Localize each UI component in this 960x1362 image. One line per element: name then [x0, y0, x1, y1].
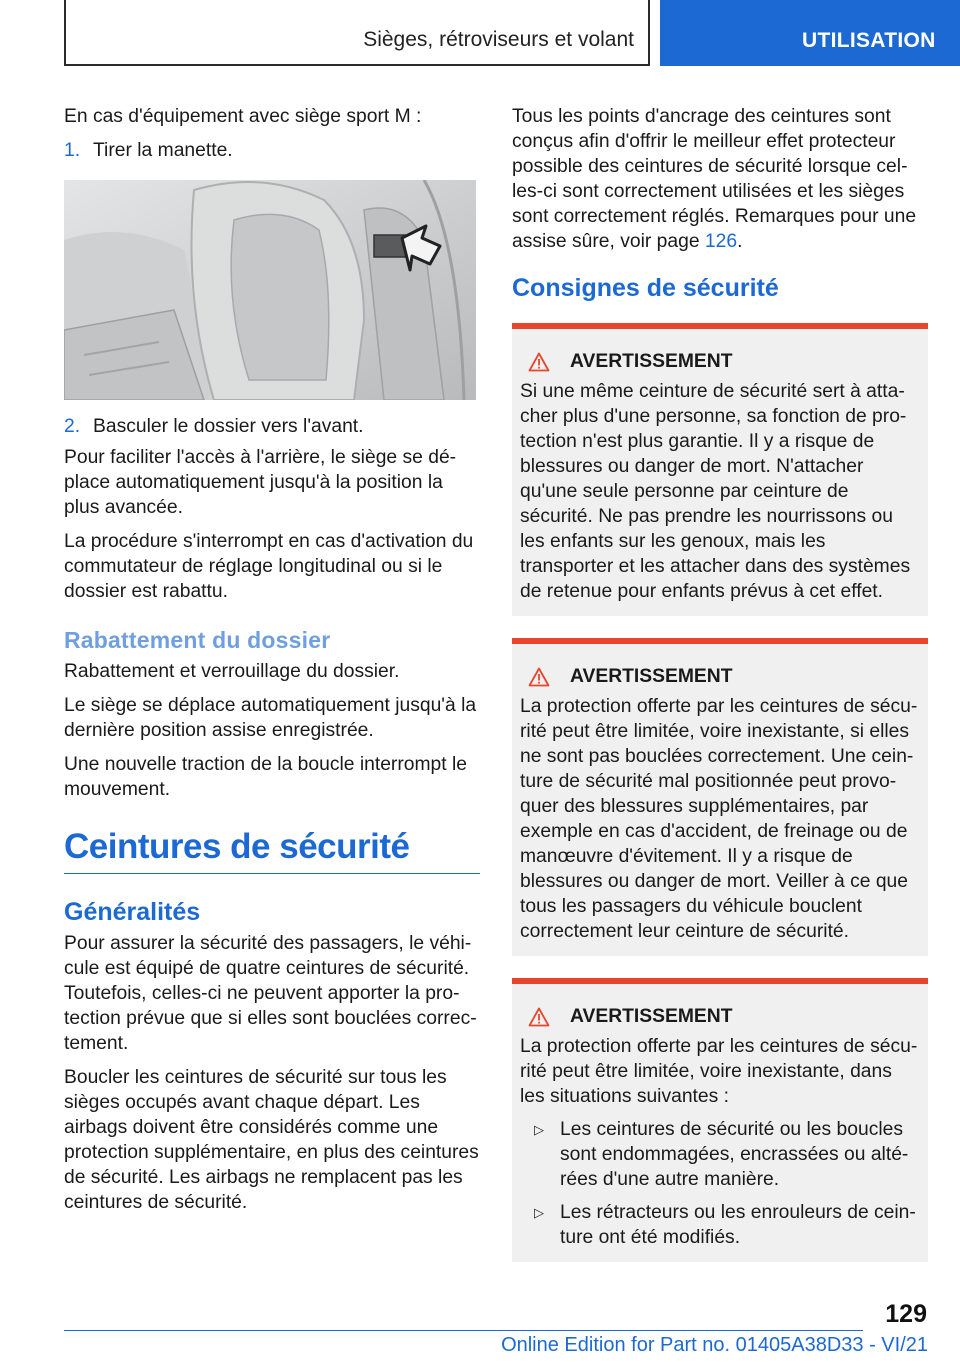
- bullet-1-text: Les ceintures de sécurité ou les boucles sont endommagées, encrassées ou altérées d'une autre manière.: [560, 1119, 909, 1190]
- warning-3-bullet-2: [520, 1200, 920, 1250]
- header-section-box: [64, 0, 650, 66]
- left-column: [64, 104, 480, 1224]
- heading-rabattement: Rabattement du dossier: [64, 627, 331, 653]
- paragraph-position: Le siège se déplace automatiquement jusqu'à la dernière position assise enregistrée.: [64, 695, 477, 741]
- warning-1-text: Si une même ceinture de sécurité sert à attacher plus d'une personne, sa fonction de protection n'est plus garantie. Il y a risque de blessures ou danger de mort. N'attacher qu'une seule personne par ceinture de sécurité. Ne pas prendre les nourrissons ou les enfants sur les genoux, mais les transporter et les attacher dans des systèmes de retenue pour enfants prévus à cet effet.: [520, 381, 911, 602]
- warning-box-3: [512, 978, 928, 1262]
- heading-generalites: Généralités: [64, 898, 201, 926]
- warning-3-title: AVERTISSEMENT: [570, 1006, 733, 1027]
- heading-consignes: Consignes de sécurité: [512, 274, 779, 302]
- intro-text: En cas d'équipement avec siège sport M :: [64, 106, 422, 127]
- paragraph-interrupt: La procédure s'interrompt en cas d'activation du commutateur de réglage longitudinal ou si le dossier est rabattu.: [64, 531, 474, 602]
- seat-illustration: [64, 180, 476, 400]
- bullet-triangle-icon: ▷: [534, 1122, 544, 1137]
- step-2-number: 2.: [64, 416, 81, 437]
- seat-lever-photo: [64, 180, 476, 400]
- header-section-title: Sièges, rétroviseurs et volant: [363, 28, 634, 51]
- step-1: [64, 138, 480, 163]
- bullet-2-text: Les rétracteurs ou les enrouleurs de ceinture ont été modifiés.: [560, 1202, 916, 1248]
- step-1-number: 1.: [64, 140, 81, 161]
- anchorage-end: .: [737, 231, 743, 252]
- warning-box-2: [512, 638, 928, 956]
- warning-2-text: La protection offerte par les ceintures de sécurité peut être limitée, voire inexistante, si elles ne sont pas bouclées correctement. Une ceinture de sécurité mal positionnée peut provoquer des blessures supplémentaires, par exemple en cas d'accident, de freinage ou de manœuvre d'évitement. Il y a risque de blessures ou danger de mort. Veiller à ce que tous les passagers du véhicule bouclent correctement leur ceinture de sécurité.: [520, 696, 918, 942]
- bullet-triangle-icon: ▷: [534, 1205, 544, 1220]
- page-number: 129: [885, 1300, 927, 1328]
- step-2: [64, 414, 480, 439]
- paragraph-generalites-1: Pour assurer la sécurité des passagers, le véhicule est équipé de quatre ceintures de sécurité. Toutefois, celles-ci ne peuvent apporter la protection prévue que si elles sont bouclées correctement.: [64, 933, 477, 1054]
- paragraph-rabattement: Rabattement et verrouillage du dossier.: [64, 661, 400, 682]
- paragraph-generalites-2: Boucler les ceintures de sécurité sur tous les sièges occupés avant chaque départ. Les airbags doivent être considérés comme une protection supplémentaire, en plus des ceintures de sécurité. Les airbags ne remplacent pas les ceintures de sécurité.: [64, 1067, 479, 1213]
- right-column: [512, 104, 928, 1262]
- header-chapter-tab: [660, 0, 960, 66]
- heading-ceintures: Ceintures de sécurité: [64, 827, 410, 866]
- warning-triangle-icon: [528, 1007, 550, 1027]
- warning-2-title-row: [528, 664, 920, 689]
- warning-3-bullet-1: [520, 1117, 920, 1192]
- heading-rule: [64, 873, 480, 874]
- paragraph-anchorage: [512, 104, 928, 254]
- anchorage-text: Tous les points d'ancrage des ceintures sont conçus afin d'offrir le meilleur effet protecteur possible des ceintures de sécurité lorsque celles-ci sont correctement utilisées et les sièges sont correctement réglés. Remarques pour une assise sûre, voir page: [512, 106, 917, 252]
- warning-3-text: La protection offerte par les ceintures de sécurité peut être limitée, voire inexistante, dans les situations suivantes :: [520, 1036, 918, 1107]
- header-chapter-title: UTILISATION: [802, 29, 936, 52]
- warning-3-title-row: [528, 1004, 920, 1029]
- warning-triangle-icon: [528, 667, 550, 687]
- warning-triangle-icon: [528, 352, 550, 372]
- footer-edition: Online Edition for Part no. 01405A38D33 - VI/21: [501, 1334, 928, 1356]
- page-reference-link[interactable]: 126: [704, 231, 738, 252]
- paragraph-traction: Une nouvelle traction de la boucle interrompt le mouvement.: [64, 754, 467, 800]
- step-1-text: Tirer la manette.: [93, 140, 233, 161]
- step-2-text: Basculer le dossier vers l'avant.: [93, 416, 364, 437]
- paragraph-access: Pour faciliter l'accès à l'arrière, le siège se déplace automatiquement jusqu'à la position la plus avancée.: [64, 447, 457, 518]
- footer-rule: [64, 1330, 863, 1331]
- warning-1-title: AVERTISSEMENT: [570, 351, 733, 372]
- warning-2-title: AVERTISSEMENT: [570, 666, 733, 687]
- warning-1-title-row: [528, 349, 920, 374]
- warning-box-1: [512, 323, 928, 616]
